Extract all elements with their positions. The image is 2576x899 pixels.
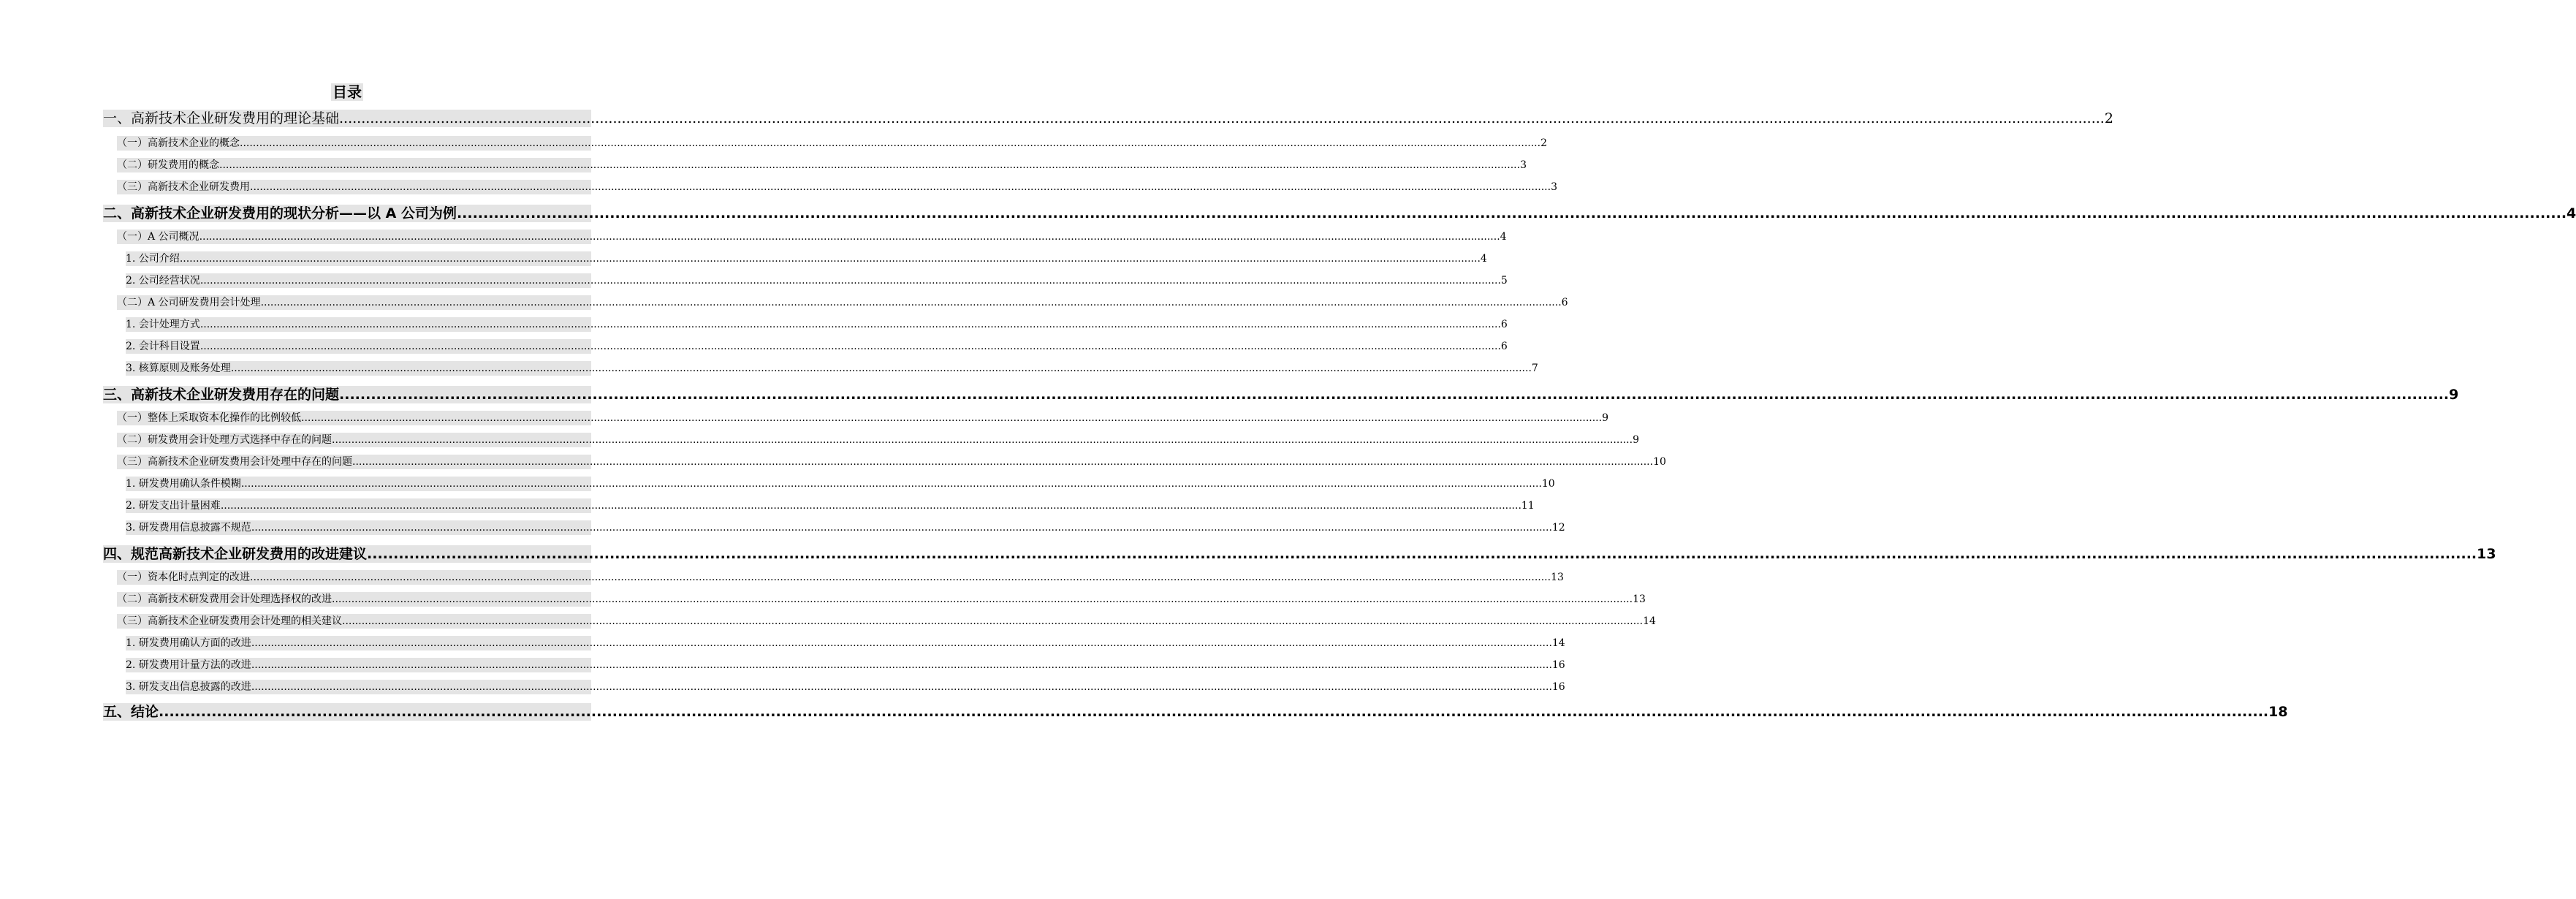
toc-entry-level2[interactable]	[117, 614, 1656, 629]
toc-leader-dots: ................................................................................................................................................................................................................................................................................................................................................................................................................	[200, 341, 1501, 352]
toc-leader-dots: ................................................................................................................................................................................................................................................................................................................................................................................................................	[251, 681, 1552, 693]
toc-entry-level3[interactable]	[126, 658, 1565, 672]
toc-entry-level2[interactable]	[117, 455, 1666, 469]
toc-entry-level2[interactable]	[117, 230, 1507, 244]
toc-entry-label: （一）整体上采取资本化操作的比例较低	[117, 412, 301, 424]
toc-leader-dots: ................................................................................................................................................................................................................................................................................................................................................................................................................	[200, 319, 1501, 330]
toc-leader-dots: ................................................................................................................................................................................................................................................................................................................................................................................................................	[200, 275, 1501, 287]
toc-entry-label: 1. 会计处理方式	[126, 319, 200, 330]
toc-entry-level1[interactable]	[103, 703, 2288, 721]
toc-entry-level3[interactable]	[126, 251, 1487, 266]
toc-entry-label: 1. 研发费用确认条件模糊	[126, 478, 241, 490]
toc-entry-page-number: 10	[1653, 456, 1666, 468]
toc-entry-level2[interactable]	[117, 411, 1608, 425]
toc-entry-level2[interactable]	[117, 136, 1547, 151]
toc-leader-dots: ................................................................................................................................................................................................................................................................................................................................................................................................................	[367, 546, 2477, 562]
toc-leader-dots: ................................................................................................................................................................................................................................................................................................................................................................................................................	[332, 593, 1633, 605]
toc-entry-level1[interactable]	[103, 545, 2496, 563]
toc-entry-page-number: 16	[1551, 659, 1565, 671]
toc-entry-label: 五、结论	[103, 704, 159, 720]
toc-entry-label: （三）高新技术企业研发费用会计处理的相关建议	[117, 615, 342, 627]
toc-entry-label: 二、高新技术企业研发费用的现状分析——以 A 公司为例	[103, 205, 457, 221]
toc-entry-label: 四、规范高新技术企业研发费用的改进建议	[103, 546, 368, 562]
toc-entry-label: 1. 研发费用确认方面的改进	[126, 637, 251, 649]
toc-entry-page-number: 5	[1500, 275, 1508, 287]
toc-leader-dots: ................................................................................................................................................................................................................................................................................................................................................................................................................	[230, 363, 1532, 374]
toc-entry-level2[interactable]	[117, 592, 1646, 607]
toc-entry-level1[interactable]	[103, 110, 2113, 127]
toc-entry-page-number: 18	[2268, 704, 2288, 720]
toc-leader-dots: ................................................................................................................................................................................................................................................................................................................................................................................................................	[332, 434, 1633, 446]
toc-leader-dots: ................................................................................................................................................................................................................................................................................................................................................................................................................	[342, 615, 1644, 627]
toc-leader-dots: ................................................................................................................................................................................................................................................................................................................................................................................................................	[339, 387, 2450, 403]
toc-leader-dots: ................................................................................................................................................................................................................................................................................................................................................................................................................	[251, 659, 1552, 671]
toc-entry-label: 3. 核算原则及账务处理	[126, 363, 231, 374]
toc-entry-page-number: 13	[1633, 593, 1646, 605]
toc-entry-page-number: 9	[1602, 412, 1608, 424]
toc-leader-dots: ................................................................................................................................................................................................................................................................................................................................................................................................................	[240, 478, 1542, 490]
toc-entry-level2[interactable]	[117, 295, 1568, 310]
toc-entry-page-number: 7	[1531, 363, 1538, 374]
toc-entry-page-number: 2	[2104, 110, 2113, 126]
toc-entry-level1[interactable]	[103, 205, 2576, 222]
toc-entry-label: （二）研发费用会计处理方式选择中存在的问题	[117, 434, 332, 446]
toc-entry-level3[interactable]	[126, 636, 1565, 650]
toc-entry-label: （二）A 公司研发费用会计处理	[117, 297, 261, 308]
toc-entry-label: （二）高新技术研发费用会计处理选择权的改进	[117, 593, 332, 605]
toc-entry-page-number: 2	[1540, 137, 1547, 149]
toc-leader-dots: ................................................................................................................................................................................................................................................................................................................................................................................................................	[250, 572, 1551, 583]
toc-entry-level2[interactable]	[117, 570, 1564, 585]
toc-leader-dots: ................................................................................................................................................................................................................................................................................................................................................................................................................	[159, 704, 2269, 720]
toc-leader-dots: ................................................................................................................................................................................................................................................................................................................................................................................................................	[251, 637, 1552, 649]
toc-leader-dots: ................................................................................................................................................................................................................................................................................................................................................................................................................	[251, 522, 1552, 534]
toc-entry-page-number: 12	[1551, 522, 1565, 534]
toc-entry-level3[interactable]	[126, 477, 1555, 491]
toc-entry-level2[interactable]	[117, 158, 1527, 172]
toc-entry-page-number: 4	[1500, 231, 1507, 243]
toc-entry-label: 2. 会计科目设置	[126, 341, 200, 352]
toc-entry-label: （一）高新技术企业的概念	[117, 137, 240, 149]
toc-entry-level3[interactable]	[126, 361, 1538, 376]
toc-entry-label: 2. 研发费用计量方法的改进	[126, 659, 251, 671]
toc-entry-level3[interactable]	[126, 339, 1508, 354]
toc-leader-dots: ................................................................................................................................................................................................................................................................................................................................................................................................................	[250, 181, 1551, 193]
toc-leader-dots: ................................................................................................................................................................................................................................................................................................................................................................................................................	[219, 159, 1521, 171]
toc-title-text: 目录	[333, 83, 362, 101]
toc-entry-label: 一、高新技术企业研发费用的理论基础	[103, 110, 340, 126]
toc-entry-level3[interactable]	[126, 520, 1565, 535]
toc-entry-level3[interactable]	[126, 317, 1508, 332]
toc-leader-dots: ................................................................................................................................................................................................................................................................................................................................................................................................................	[179, 253, 1481, 265]
toc-leader-dots: ................................................................................................................................................................................................................................................................................................................................................................................................................	[339, 110, 2105, 126]
toc-entry-level3[interactable]	[126, 273, 1508, 288]
toc-entry-page-number: 10	[1541, 478, 1555, 490]
toc-entry-page-number: 6	[1500, 341, 1508, 352]
toc-entry-label: （一）A 公司概况	[117, 231, 200, 243]
toc-leader-dots: ................................................................................................................................................................................................................................................................................................................................................................................................................	[260, 297, 1562, 308]
toc-entry-page-number: 6	[1561, 297, 1568, 308]
toc-entry-page-number: 11	[1521, 500, 1535, 512]
toc-entry-page-number: 13	[1551, 572, 1564, 583]
toc-entry-label: 2. 公司经营状况	[126, 275, 200, 287]
toc-leader-dots: ................................................................................................................................................................................................................................................................................................................................................................................................................	[456, 205, 2567, 221]
toc-entry-level2[interactable]	[117, 180, 1557, 194]
toc-entry-level3[interactable]	[126, 680, 1565, 694]
toc-leader-dots: ................................................................................................................................................................................................................................................................................................................................................................................................................	[301, 412, 1603, 424]
toc-entry-page-number: 14	[1551, 637, 1565, 649]
toc-entry-page-number: 9	[1633, 434, 1639, 446]
toc-entry-page-number: 6	[1500, 319, 1508, 330]
toc-entry-page-number: 16	[1551, 681, 1565, 693]
toc-entry-label: （二）研发费用的概念	[117, 159, 219, 171]
toc-entry-label: （三）高新技术企业研发费用会计处理中存在的问题	[117, 456, 352, 468]
toc-entry-level3[interactable]	[126, 498, 1535, 513]
toc-leader-dots: ................................................................................................................................................................................................................................................................................................................................................................................................................	[352, 456, 1654, 468]
toc-entry-page-number: 9	[2449, 387, 2459, 403]
toc-entry-page-number: 4	[2566, 205, 2576, 221]
toc-entry-label: 三、高新技术企业研发费用存在的问题	[103, 387, 340, 403]
toc-entry-label: 3. 研发支出信息披露的改进	[126, 681, 251, 693]
toc-leader-dots: ................................................................................................................................................................................................................................................................................................................................................................................................................	[240, 137, 1541, 149]
toc-entry-label: 1. 公司介绍	[126, 253, 180, 265]
toc-entry-level1[interactable]	[103, 386, 2459, 403]
toc-leader-dots: ................................................................................................................................................................................................................................................................................................................................................................................................................	[199, 231, 1500, 243]
toc-entry-label: （一）资本化时点判定的改进	[117, 572, 250, 583]
toc-entry-level2[interactable]	[117, 433, 1639, 447]
toc-entry-page-number: 13	[2477, 546, 2496, 562]
toc-leader-dots: ................................................................................................................................................................................................................................................................................................................................................................................................................	[220, 500, 1521, 512]
toc-entry-label: 3. 研发费用信息披露不规范	[126, 522, 251, 534]
toc-entry-page-number: 3	[1551, 181, 1557, 193]
toc-entry-page-number: 14	[1643, 615, 1656, 627]
toc-entry-page-number: 4	[1480, 253, 1487, 265]
toc-entry-label: 2. 研发支出计量困难	[126, 500, 221, 512]
toc-entry-page-number: 3	[1520, 159, 1527, 171]
toc-entry-label: （三）高新技术企业研发费用	[117, 181, 250, 193]
